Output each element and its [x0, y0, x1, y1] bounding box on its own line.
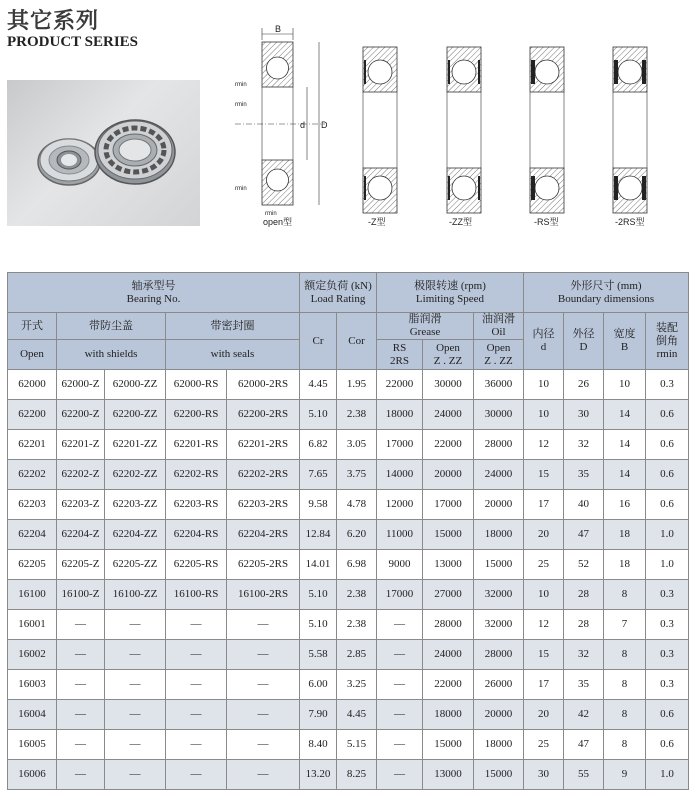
cell-shield-zz: —: [105, 760, 166, 790]
cell-inner-d: 15: [524, 640, 564, 670]
cell-open: 16006: [8, 760, 57, 790]
cell-seal-2rs: 16100-2RS: [227, 580, 300, 610]
cell-cr: 7.90: [300, 700, 337, 730]
diagram-label-rmin-1: rmin: [235, 82, 247, 88]
cell-shield-zz: 62203-ZZ: [105, 490, 166, 520]
cell-seal-rs: —: [166, 640, 227, 670]
cell-width-b: 18: [604, 520, 646, 550]
cell-cor: 2.38: [337, 610, 377, 640]
table-row: [8, 730, 689, 760]
cell-speed-grease: 22000: [423, 670, 474, 700]
cell-speed-oil: 32000: [474, 580, 524, 610]
cell-speed-oil: 36000: [474, 370, 524, 400]
cell-seal-2rs: 62202-2RS: [227, 460, 300, 490]
page-title-en: PRODUCT SERIES: [7, 34, 139, 50]
header-grease-open: Open: [436, 341, 460, 354]
header-2rs: 2RS: [390, 354, 409, 367]
header-seals-en: with seals: [166, 340, 300, 370]
cell-shield-z: 62202-Z: [57, 460, 105, 490]
cell-cor: 4.78: [337, 490, 377, 520]
header-chamfer-cn1: 装配: [656, 321, 678, 334]
cell-shield-zz: 62201-ZZ: [105, 430, 166, 460]
cell-width-b: 8: [604, 640, 646, 670]
header-inner-diameter-en: d: [540, 341, 547, 353]
cell-width-b: 8: [604, 670, 646, 700]
cell-speed-oil: 32000: [474, 610, 524, 640]
header-cr: Cr: [300, 313, 337, 370]
cell-open: 62200: [8, 400, 57, 430]
cell-speed-grease: 27000: [423, 580, 474, 610]
cell-speed-rs: —: [377, 670, 423, 700]
header-rs: RS: [392, 341, 407, 354]
cell-rmin: 0.3: [646, 670, 689, 700]
header-boundary-dimensions-en: Boundary dimensions: [557, 292, 655, 305]
cell-outer-d: 40: [564, 490, 604, 520]
cell-seal-2rs: 62204-2RS: [227, 520, 300, 550]
cell-speed-oil: 20000: [474, 490, 524, 520]
cell-seal-2rs: —: [227, 700, 300, 730]
cell-shield-z: —: [57, 730, 105, 760]
cell-open: 16002: [8, 640, 57, 670]
header-cor: Cor: [337, 313, 377, 370]
diagram-type-rs: -RS型: [534, 217, 559, 227]
header-load-rating-en: Load Rating: [310, 292, 366, 305]
cell-cr: 9.58: [300, 490, 337, 520]
cell-speed-rs: 17000: [377, 580, 423, 610]
cell-cor: 6.98: [337, 550, 377, 580]
header-load-rating-cn: 额定负荷 (kN): [304, 279, 372, 292]
cell-open: 16100: [8, 580, 57, 610]
table-row: [8, 550, 689, 580]
cell-seal-rs: 62202-RS: [166, 460, 227, 490]
cell-inner-d: 25: [524, 730, 564, 760]
cell-cr: 6.00: [300, 670, 337, 700]
cell-seal-2rs: —: [227, 760, 300, 790]
cell-rmin: 1.0: [646, 760, 689, 790]
header-boundary-dimensions-cn: 外形尺寸 (mm): [570, 279, 642, 292]
bearing-cross-section-diagrams: [225, 20, 690, 235]
cell-inner-d: 17: [524, 490, 564, 520]
header-rs-2rs: [377, 340, 423, 370]
cell-speed-oil: 15000: [474, 760, 524, 790]
cell-inner-d: 10: [524, 400, 564, 430]
zz-type-drawing: [447, 47, 481, 227]
header-open-cn: 开式: [8, 313, 57, 340]
open-bearing-image: [95, 120, 175, 184]
2rs-type-drawing: [613, 47, 647, 227]
cell-inner-d: 20: [524, 520, 564, 550]
cell-shield-zz: 62000-ZZ: [105, 370, 166, 400]
cell-seal-2rs: 62205-2RS: [227, 550, 300, 580]
cell-speed-rs: 18000: [377, 400, 423, 430]
cell-outer-d: 32: [564, 640, 604, 670]
cell-inner-d: 10: [524, 370, 564, 400]
cell-shield-z: —: [57, 640, 105, 670]
cell-shield-z: —: [57, 670, 105, 700]
cell-speed-grease: 28000: [423, 610, 474, 640]
cell-speed-oil: 24000: [474, 460, 524, 490]
cell-speed-grease: 24000: [423, 400, 474, 430]
cell-width-b: 8: [604, 700, 646, 730]
cell-open: 62201: [8, 430, 57, 460]
cell-shield-z: 62000-Z: [57, 370, 105, 400]
cell-speed-grease: 13000: [423, 550, 474, 580]
cell-width-b: 9: [604, 760, 646, 790]
cell-speed-grease: 22000: [423, 430, 474, 460]
cell-speed-grease: 15000: [423, 520, 474, 550]
header-bearing-no-en: Bearing No.: [126, 292, 181, 305]
cell-open: 62205: [8, 550, 57, 580]
cell-speed-grease: 30000: [423, 370, 474, 400]
cell-outer-d: 30: [564, 400, 604, 430]
cell-width-b: 18: [604, 550, 646, 580]
cell-speed-grease: 17000: [423, 490, 474, 520]
cell-cr: 5.10: [300, 580, 337, 610]
cell-speed-rs: —: [377, 610, 423, 640]
cell-inner-d: 20: [524, 700, 564, 730]
cell-open: 16004: [8, 700, 57, 730]
cell-speed-rs: —: [377, 700, 423, 730]
rs-type-drawing: [530, 47, 564, 227]
header-shields-cn: 带防尘盖: [57, 313, 166, 340]
cell-open: 62204: [8, 520, 57, 550]
diagram-type-2rs: -2RS型: [615, 217, 645, 227]
diagram-label-rmin-3: rmin: [235, 186, 247, 192]
cell-speed-grease: 24000: [423, 640, 474, 670]
cell-seal-2rs: 62200-2RS: [227, 400, 300, 430]
table-row: [8, 520, 689, 550]
cell-inner-d: 12: [524, 430, 564, 460]
cell-shield-z: —: [57, 760, 105, 790]
cell-seal-rs: —: [166, 730, 227, 760]
header-load-rating: [300, 273, 377, 313]
cell-speed-oil: 30000: [474, 400, 524, 430]
header-width-cn: 宽度: [613, 328, 636, 340]
cell-open: 62203: [8, 490, 57, 520]
cell-seal-rs: 62204-RS: [166, 520, 227, 550]
cell-outer-d: 35: [564, 670, 604, 700]
cell-speed-grease: 20000: [423, 460, 474, 490]
header-shields-en: with shields: [57, 340, 166, 370]
cell-cr: 5.58: [300, 640, 337, 670]
cell-outer-d: 55: [564, 760, 604, 790]
cell-seal-rs: —: [166, 700, 227, 730]
cell-seal-rs: 62201-RS: [166, 430, 227, 460]
cell-width-b: 14: [604, 400, 646, 430]
cell-cor: 3.25: [337, 670, 377, 700]
cell-outer-d: 32: [564, 430, 604, 460]
cell-seal-2rs: —: [227, 730, 300, 760]
cell-shield-zz: 16100-ZZ: [105, 580, 166, 610]
cell-cor: 6.20: [337, 520, 377, 550]
cell-cr: 12.84: [300, 520, 337, 550]
table-row: [8, 370, 689, 400]
cell-shield-zz: 62200-ZZ: [105, 400, 166, 430]
cell-speed-grease: 13000: [423, 760, 474, 790]
cell-shield-z: —: [57, 610, 105, 640]
cell-open: 16005: [8, 730, 57, 760]
cell-cr: 7.65: [300, 460, 337, 490]
header-oil: [474, 313, 524, 340]
cell-seal-rs: —: [166, 760, 227, 790]
cell-shield-z: 62203-Z: [57, 490, 105, 520]
cell-outer-d: 35: [564, 460, 604, 490]
cell-outer-d: 28: [564, 580, 604, 610]
cell-seal-2rs: 62203-2RS: [227, 490, 300, 520]
cell-cor: 2.38: [337, 580, 377, 610]
cell-seal-rs: —: [166, 610, 227, 640]
cell-speed-oil: 28000: [474, 430, 524, 460]
cell-shield-z: —: [57, 700, 105, 730]
header-grease-cn: 脂润滑: [408, 313, 442, 325]
cell-rmin: 0.6: [646, 490, 689, 520]
header-chamfer-cn2: 倒角: [656, 334, 678, 347]
cell-shield-zz: 62204-ZZ: [105, 520, 166, 550]
cell-shield-zz: —: [105, 640, 166, 670]
cell-width-b: 8: [604, 730, 646, 760]
header-outer-diameter-cn: 外径: [572, 328, 595, 340]
cell-cr: 5.10: [300, 610, 337, 640]
cell-speed-rs: 9000: [377, 550, 423, 580]
diagram-type-z: -Z型: [368, 217, 386, 227]
header-oil-en: Oil: [491, 326, 506, 338]
cell-cr: 5.10: [300, 400, 337, 430]
cell-inner-d: 25: [524, 550, 564, 580]
cell-speed-oil: 28000: [474, 640, 524, 670]
cell-rmin: 0.3: [646, 610, 689, 640]
cell-speed-rs: 22000: [377, 370, 423, 400]
header-outer-diameter-en: D: [579, 341, 588, 353]
diagram-label-B: B: [275, 24, 282, 34]
cell-outer-d: 28: [564, 610, 604, 640]
cell-inner-d: 10: [524, 580, 564, 610]
diagram-label-D: D: [321, 120, 328, 130]
cell-speed-rs: —: [377, 760, 423, 790]
cell-width-b: 14: [604, 430, 646, 460]
diagram-label-rmin-2: rmin: [235, 102, 247, 108]
header-limiting-speed-cn: 极限转速 (rpm): [414, 279, 486, 292]
cell-open: 16003: [8, 670, 57, 700]
header-grease: [377, 313, 474, 340]
cell-cor: 8.25: [337, 760, 377, 790]
cell-shield-zz: —: [105, 730, 166, 760]
cell-open: 62202: [8, 460, 57, 490]
table-row: [8, 460, 689, 490]
cell-seal-2rs: —: [227, 640, 300, 670]
diagram-label-d: d: [300, 120, 306, 130]
table-row: [8, 400, 689, 430]
cell-cr: 14.01: [300, 550, 337, 580]
cell-seal-rs: 62203-RS: [166, 490, 227, 520]
cell-cor: 1.95: [337, 370, 377, 400]
cell-outer-d: 42: [564, 700, 604, 730]
cell-speed-grease: 15000: [423, 730, 474, 760]
cell-rmin: 0.6: [646, 460, 689, 490]
cell-seal-rs: 62205-RS: [166, 550, 227, 580]
cell-rmin: 0.6: [646, 700, 689, 730]
header-oil-open: Open: [486, 341, 511, 354]
table-row: [8, 700, 689, 730]
cell-rmin: 0.3: [646, 370, 689, 400]
cell-seal-rs: —: [166, 670, 227, 700]
cell-cor: 3.05: [337, 430, 377, 460]
cell-shield-z: 16100-Z: [57, 580, 105, 610]
cell-inner-d: 17: [524, 670, 564, 700]
cell-outer-d: 52: [564, 550, 604, 580]
page-title-cn: 其它系列: [7, 8, 100, 33]
cell-inner-d: 30: [524, 760, 564, 790]
table-row: [8, 430, 689, 460]
header-oil-zzz: Z . ZZ: [484, 354, 513, 367]
cell-rmin: 1.0: [646, 520, 689, 550]
cell-shield-zz: —: [105, 670, 166, 700]
cell-cor: 5.15: [337, 730, 377, 760]
cell-cor: 4.45: [337, 700, 377, 730]
header-width-en: B: [620, 341, 629, 353]
cell-seal-2rs: —: [227, 670, 300, 700]
bearing-spec-rows: [8, 370, 689, 790]
cell-speed-rs: 11000: [377, 520, 423, 550]
cell-seal-rs: 62200-RS: [166, 400, 227, 430]
cell-rmin: 0.6: [646, 730, 689, 760]
cell-shield-zz: —: [105, 610, 166, 640]
cell-seal-2rs: 62201-2RS: [227, 430, 300, 460]
header-bearing-no: [8, 273, 300, 313]
cell-outer-d: 47: [564, 730, 604, 760]
table-row: [8, 610, 689, 640]
cell-inner-d: 15: [524, 460, 564, 490]
bearing-spec-table: [7, 272, 689, 790]
cell-shield-z: 62205-Z: [57, 550, 105, 580]
cell-cr: 8.40: [300, 730, 337, 760]
cell-shield-z: 62201-Z: [57, 430, 105, 460]
cell-cr: 13.20: [300, 760, 337, 790]
cell-open: 62000: [8, 370, 57, 400]
header-chamfer-en: rmin: [656, 347, 678, 360]
header-limiting-speed-en: Limiting Speed: [415, 292, 485, 305]
cell-speed-rs: —: [377, 640, 423, 670]
z-type-drawing: [363, 47, 397, 227]
header-grease-zzz: Z . ZZ: [433, 354, 463, 367]
table-row: [8, 580, 689, 610]
table-row: [8, 490, 689, 520]
header-boundary-dimensions: [524, 273, 689, 313]
cell-speed-oil: 18000: [474, 520, 524, 550]
cell-seal-2rs: —: [227, 610, 300, 640]
cell-speed-oil: 20000: [474, 700, 524, 730]
cell-shield-z: 62204-Z: [57, 520, 105, 550]
header-outer-diameter: [564, 313, 604, 370]
header-open-en: Open: [8, 340, 57, 370]
table-row: [8, 760, 689, 790]
cell-cor: 3.75: [337, 460, 377, 490]
cell-inner-d: 12: [524, 610, 564, 640]
cell-width-b: 7: [604, 610, 646, 640]
cell-width-b: 14: [604, 460, 646, 490]
header-oil-cn: 油润滑: [482, 313, 515, 325]
cell-speed-grease: 18000: [423, 700, 474, 730]
cell-rmin: 0.3: [646, 640, 689, 670]
header-oil-open-zzz: [474, 340, 524, 370]
bearing-photo: [7, 80, 200, 226]
header-seals-cn: 带密封圈: [166, 313, 300, 340]
cell-speed-oil: 15000: [474, 550, 524, 580]
table-row: [8, 670, 689, 700]
cell-seal-2rs: 62000-2RS: [227, 370, 300, 400]
diagram-type-zz: -ZZ型: [449, 217, 472, 227]
cell-rmin: 0.3: [646, 580, 689, 610]
header-chamfer: [646, 313, 689, 370]
cell-width-b: 10: [604, 370, 646, 400]
cell-open: 16001: [8, 610, 57, 640]
cell-shield-zz: 62202-ZZ: [105, 460, 166, 490]
cell-shield-z: 62200-Z: [57, 400, 105, 430]
header-inner-diameter-cn: 内径: [532, 328, 555, 340]
header-inner-diameter: [524, 313, 564, 370]
cell-rmin: 0.6: [646, 400, 689, 430]
cell-seal-rs: 62000-RS: [166, 370, 227, 400]
header-width: [604, 313, 646, 370]
cell-shield-zz: —: [105, 700, 166, 730]
cell-speed-oil: 18000: [474, 730, 524, 760]
header-limiting-speed: [377, 273, 524, 313]
cell-seal-rs: 16100-RS: [166, 580, 227, 610]
cell-outer-d: 26: [564, 370, 604, 400]
cell-cor: 2.38: [337, 400, 377, 430]
cell-speed-rs: —: [377, 730, 423, 760]
table-row: [8, 640, 689, 670]
cell-outer-d: 47: [564, 520, 604, 550]
cell-speed-rs: 17000: [377, 430, 423, 460]
cell-width-b: 8: [604, 580, 646, 610]
cell-width-b: 16: [604, 490, 646, 520]
open-type-drawing: [235, 24, 328, 227]
cell-cr: 6.82: [300, 430, 337, 460]
cell-speed-oil: 26000: [474, 670, 524, 700]
header-bearing-no-cn: 轴承型号: [131, 279, 176, 292]
cell-cor: 2.85: [337, 640, 377, 670]
cell-cr: 4.45: [300, 370, 337, 400]
cell-shield-zz: 62205-ZZ: [105, 550, 166, 580]
shielded-bearing-image: [38, 139, 100, 185]
cell-speed-rs: 14000: [377, 460, 423, 490]
header-grease-open-zzz: [423, 340, 474, 370]
diagram-label-rmin-4: rmin: [265, 211, 277, 217]
diagram-type-open: open型: [263, 217, 293, 227]
cell-rmin: 0.6: [646, 430, 689, 460]
cell-speed-rs: 12000: [377, 490, 423, 520]
cell-rmin: 1.0: [646, 550, 689, 580]
header-grease-en: Grease: [409, 326, 441, 338]
